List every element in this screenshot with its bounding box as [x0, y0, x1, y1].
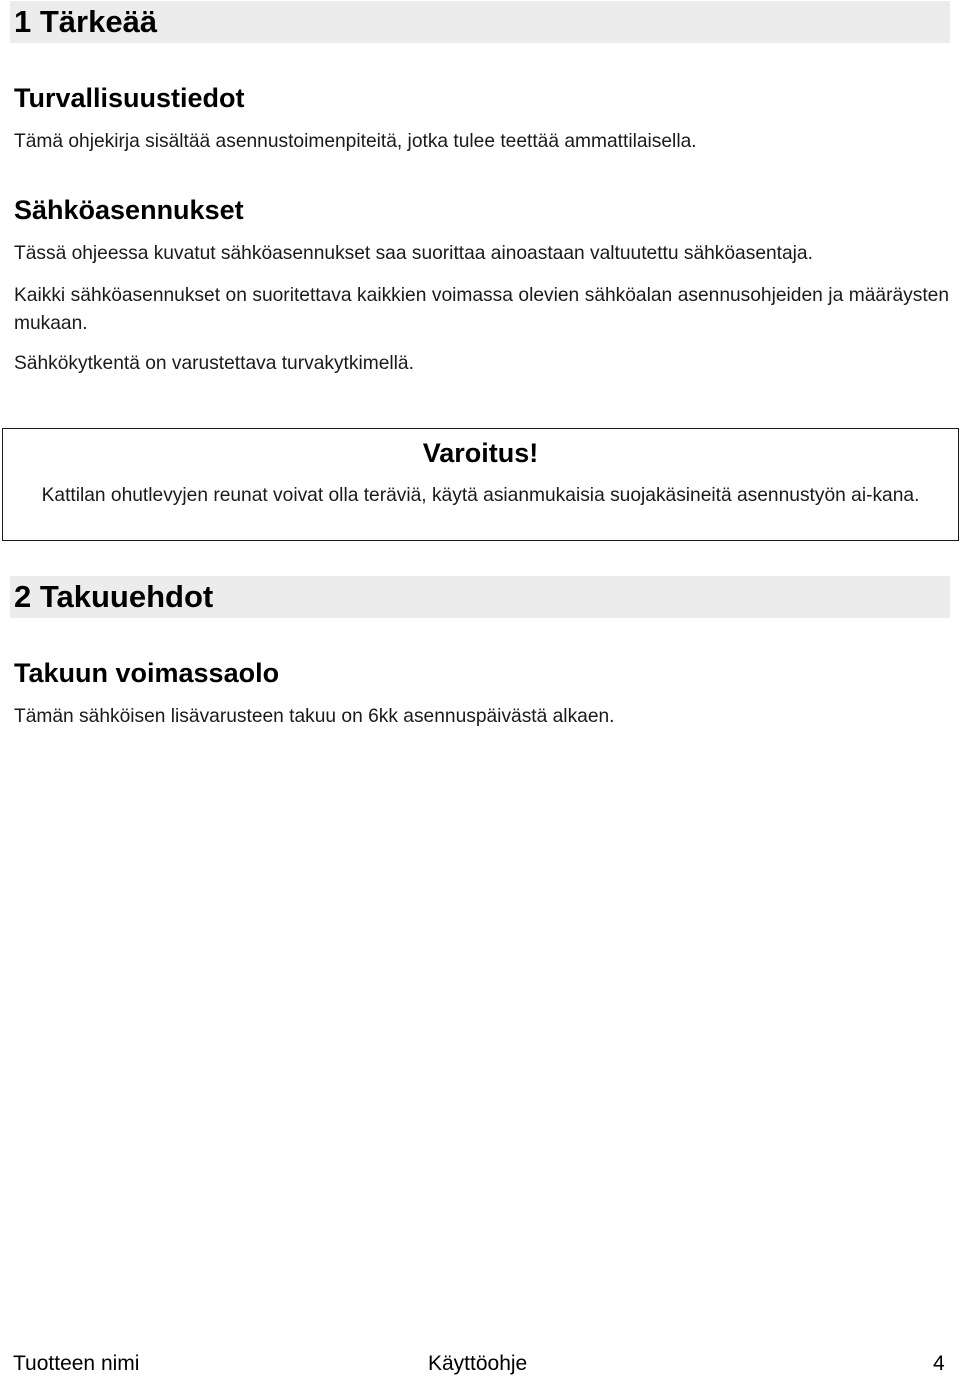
- footer-document-type: Käyttöohje: [428, 1352, 528, 1375]
- paragraph-electrician-only: Tässä ohjeessa kuvatut sähköasennukset saa suorittaa ainoastaan valtuutettu sähköasentaja.: [14, 243, 813, 264]
- warning-text: Kattilan ohutlevyjen reunat voivat olla teräviä, käytä asianmukaisia suojakäsineitä asennustyön ai-kana.: [41, 485, 920, 506]
- paragraph-safety-switch: Sähkökytkentä on varustettava turvakytkimellä.: [14, 353, 414, 374]
- warning-title: Varoitus!: [422, 438, 539, 468]
- warning-box: [2, 428, 959, 541]
- subheading-takuun-voimassaolo: Takuun voimassaolo: [14, 658, 280, 688]
- subheading-turvallisuustiedot: Turvallisuustiedot: [14, 83, 245, 113]
- footer-page-number: 4: [933, 1352, 945, 1375]
- footer-product-name: Tuotteen nimi: [13, 1352, 140, 1375]
- paragraph-safety-info: Tämä ohjekirja sisältää asennustoimenpiteitä, jotka tulee teettää ammattilaisella.: [14, 131, 697, 152]
- subheading-sahkoasennukset: Sähköasennukset: [14, 195, 244, 225]
- section-heading-tarkeaa: 1 Tärkeää: [10, 1, 950, 43]
- section-heading-takuuehdot: 2 Takuuehdot: [10, 576, 950, 618]
- paragraph-regulations: Kaikki sähköasennukset on suoritettava kaikkien voimassa olevien sähköalan asennusohjeiden ja määräysten mukaan.: [14, 285, 949, 334]
- paragraph-warranty: Tämän sähköisen lisävarusteen takuu on 6kk asennuspäivästä alkaen.: [14, 706, 615, 727]
